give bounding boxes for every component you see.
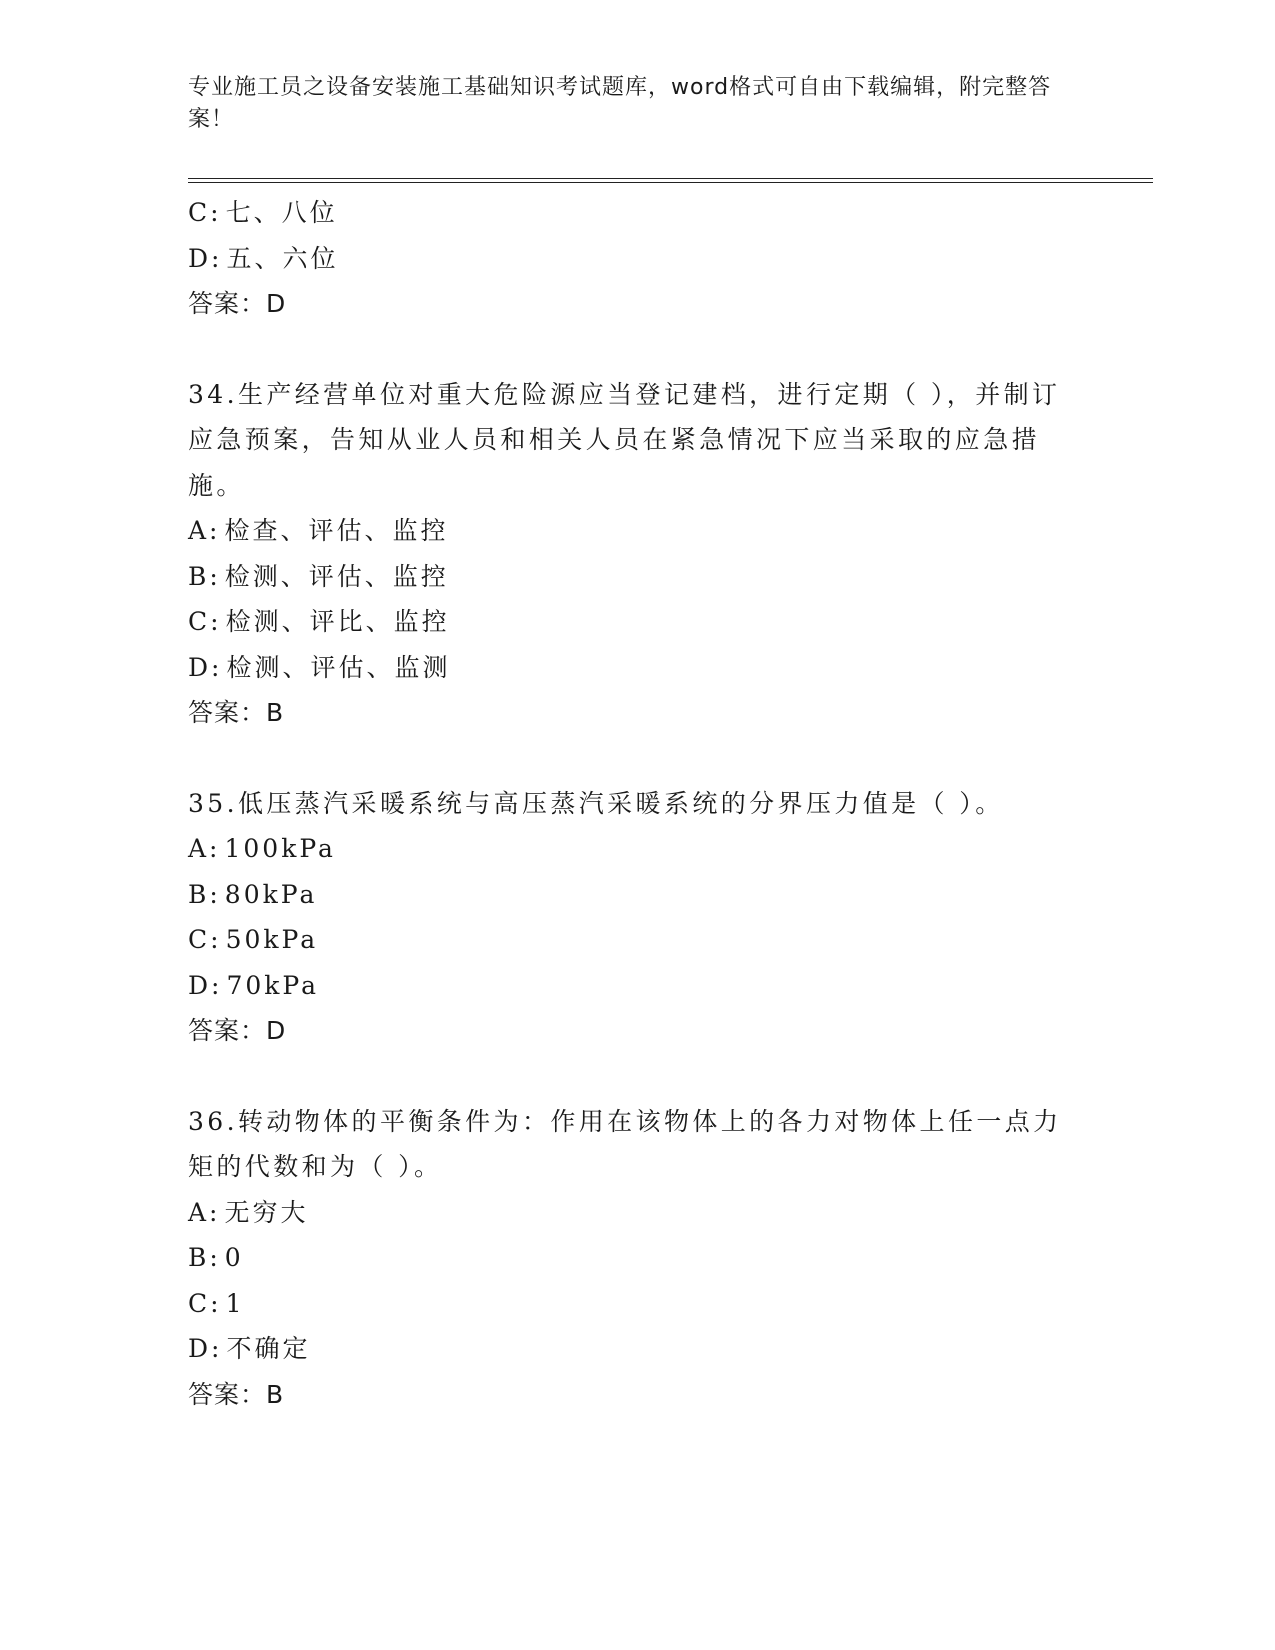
- option-letter: A:: [188, 1197, 221, 1227]
- option-a: [188, 508, 1088, 554]
- option-letter: B:: [188, 1243, 221, 1272]
- option-c: [188, 1281, 1088, 1327]
- question-36: [188, 1099, 1088, 1418]
- option-a: [188, 826, 1088, 872]
- option-c: [188, 599, 1088, 645]
- answer-line: 答案：B: [188, 1379, 285, 1409]
- option-text: 1: [225, 1288, 245, 1318]
- option-letter: D:: [188, 243, 223, 273]
- option-d: [188, 236, 1088, 282]
- option-d: [188, 963, 1088, 1009]
- header-divider: [188, 178, 1153, 183]
- option-text: 检查、评估、监控: [224, 516, 449, 545]
- option-letter: A:: [188, 516, 221, 545]
- question-stem: 36.转动物体的平衡条件为：作用在该物体上的各力对物体上任一点力矩的代数和为（ ）。: [188, 1106, 1062, 1181]
- option-a: [188, 1190, 1088, 1236]
- option-text: 50kPa: [225, 925, 319, 954]
- option-text: 无穷大: [224, 1197, 309, 1227]
- question-34: [188, 372, 1088, 736]
- option-b: [188, 872, 1088, 918]
- page-header-title: 专业施工员之设备安装施工基础知识考试题库，word格式可自由下载编辑，附完整答案！: [188, 75, 1052, 132]
- option-text: 检测、评估、监控: [224, 561, 449, 591]
- option-letter: B:: [188, 561, 221, 591]
- option-text: 不确定: [226, 1334, 311, 1363]
- option-text: 70kPa: [226, 970, 320, 1000]
- option-b: [188, 554, 1088, 600]
- spacer: [188, 1054, 1088, 1099]
- option-text: 0: [224, 1243, 244, 1272]
- question-stem: 35.低压蒸汽采暖系统与高压蒸汽采暖系统的分界压力值是（ ）。: [188, 788, 1004, 818]
- option-letter: C:: [188, 925, 222, 954]
- option-letter: D:: [188, 970, 223, 1000]
- spacer: [188, 327, 1088, 372]
- option-d: [188, 645, 1088, 691]
- answer-line: 答案：B: [188, 698, 285, 727]
- option-text: 检测、评估、监测: [226, 652, 451, 682]
- question-list: [188, 190, 1088, 1417]
- option-text: 100kPa: [224, 834, 336, 863]
- option-c: [188, 190, 1088, 236]
- option-letter: D:: [188, 652, 223, 682]
- option-d: [188, 1326, 1088, 1372]
- option-letter: C:: [188, 1288, 222, 1318]
- option-c: [188, 917, 1088, 963]
- option-text: 80kPa: [224, 879, 318, 909]
- option-letter: A:: [188, 834, 221, 863]
- option-letter: C:: [188, 198, 222, 227]
- option-letter: B:: [188, 879, 221, 909]
- answer-line: 答案：D: [188, 1016, 287, 1045]
- option-letter: C:: [188, 607, 222, 636]
- option-text: 七、八位: [225, 198, 338, 227]
- answer-line: 答案：D: [188, 289, 287, 318]
- option-letter: D:: [188, 1334, 223, 1363]
- question-35: [188, 781, 1088, 1054]
- option-text: 检测、评比、监控: [225, 607, 450, 636]
- question-stem: 34.生产经营单位对重大危险源应当登记建档，进行定期（ ），并制订应急预案，告知从业人员和相关人员在紧急情况下应当采取的应急措施。: [188, 379, 1061, 500]
- option-text: 五、六位: [226, 243, 339, 273]
- spacer: [188, 736, 1088, 781]
- continued-question: [188, 190, 1088, 327]
- option-b: [188, 1235, 1088, 1281]
